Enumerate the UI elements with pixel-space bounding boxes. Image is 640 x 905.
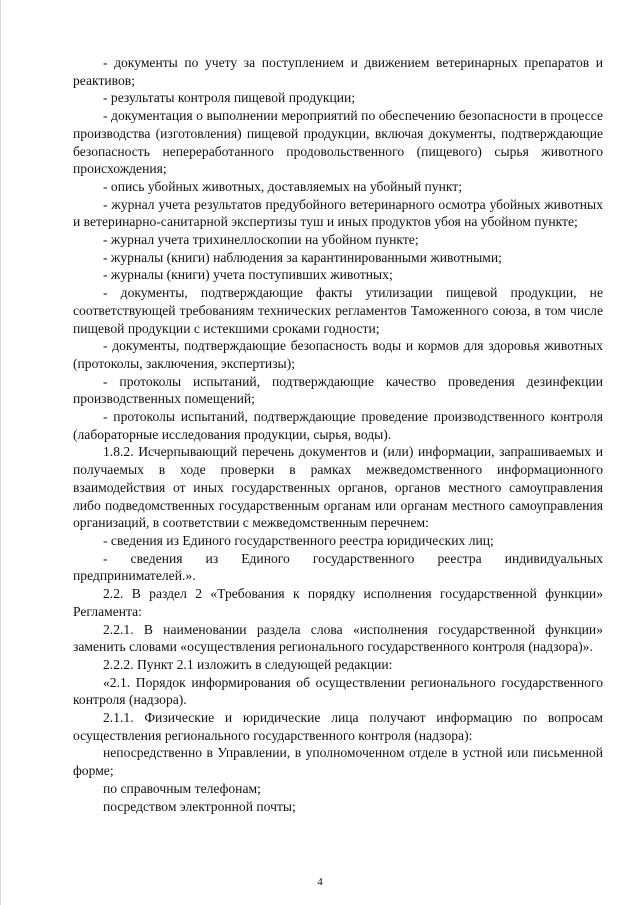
paragraph: 2.2.2. Пункт 2.1 изложить в следующей редакции: (103, 656, 393, 672)
scan-edge (0, 0, 1, 905)
paragraph: - протоколы испытаний, подтверждающие качество проведения дезинфекции производственных помещений; (73, 373, 603, 407)
paragraph: - сведения из Единого государственного реестра индивидуальных предпринимателей.». (73, 550, 603, 584)
paragraph: 1.8.2. Исчерпывающий перечень документов и (или) информации, запрашиваемых и получаемых в ходе проверки в рамках межведомственного информационного взаимодействия от иных государственных органов, органов местного самоуправления либо подведомственных государственным органам или органам местного самоуправления организаций, в соответствии с межведомственным перечнем: (73, 444, 603, 531)
paragraph: - сведения из Единого государственного реестра юридических лиц; (103, 532, 494, 548)
paragraph: 2.1.1. Физические и юридические лица получают информацию по вопросам осуществления регионального государственного контроля (надзора): (73, 710, 603, 743)
paragraph: - документы по учету за поступлением и движением ветеринарных препаратов и реактивов; (73, 55, 603, 88)
paragraph: посредством электронной почты; (103, 798, 296, 814)
paragraph: - опись убойных животных, доставляемых на убойный пункт; (103, 178, 463, 194)
paragraph: 2.2. В раздел 2 «Требования к порядку исполнения государственной функции» Регламента: (73, 586, 603, 619)
paragraph: «2.1. Порядок информирования об осуществлении регионального государственного контроля (надзора). (73, 674, 603, 708)
paragraph: непосредственно в Управлении, в уполномоченном отделе в устной или письменной форме; (73, 745, 603, 779)
paragraph: по справочным телефонам; (103, 780, 261, 796)
paragraph: - журнал учета результатов предубойного ветеринарного осмотра убойных животных и ветеринарно-санитарной экспертизы туш и иных продуктов убоя на убойном пункте; (73, 196, 603, 230)
page-number: 4 (317, 876, 323, 888)
paragraph: - документы, подтверждающие факты утилизации пищевой продукции, не соответствующей требованиям технических регламентов Таможенного союза, в том числе пищевой продукции с истекшими сроками годности; (73, 285, 603, 336)
paragraph: - документы, подтверждающие безопасность воды и кормов для здоровья животных (протоколы, заключения, экспертизы); (73, 338, 603, 371)
paragraph: 2.2.1. В наименовании раздела слова «исполнения государственной функции» заменить словами «осуществления регионального государственного контроля (надзора)». (73, 621, 603, 655)
paragraph: - протоколы испытаний, подтверждающие проведение производственного контроля (лабораторные исследования продукции, сырья, воды). (73, 409, 603, 442)
paragraph: - результаты контроля пищевой продукции; (103, 90, 356, 106)
paragraph: - журналы (книги) наблюдения за карантинированными животными; (103, 249, 502, 265)
paragraph: - журнал учета трихинеллоскопии на убойном пункте; (103, 232, 419, 248)
paragraph: - журналы (книги) учета поступивших животных; (103, 267, 393, 283)
document-body (73, 54, 603, 815)
paragraph: - документация о выполнении мероприятий по обеспечению безопасности в процессе производства (изготовления) пищевой продукции, включая документы, подтверждающие безопасность непереработанного продовольственного (пищевого) сырья животного происхождения; (73, 108, 603, 177)
